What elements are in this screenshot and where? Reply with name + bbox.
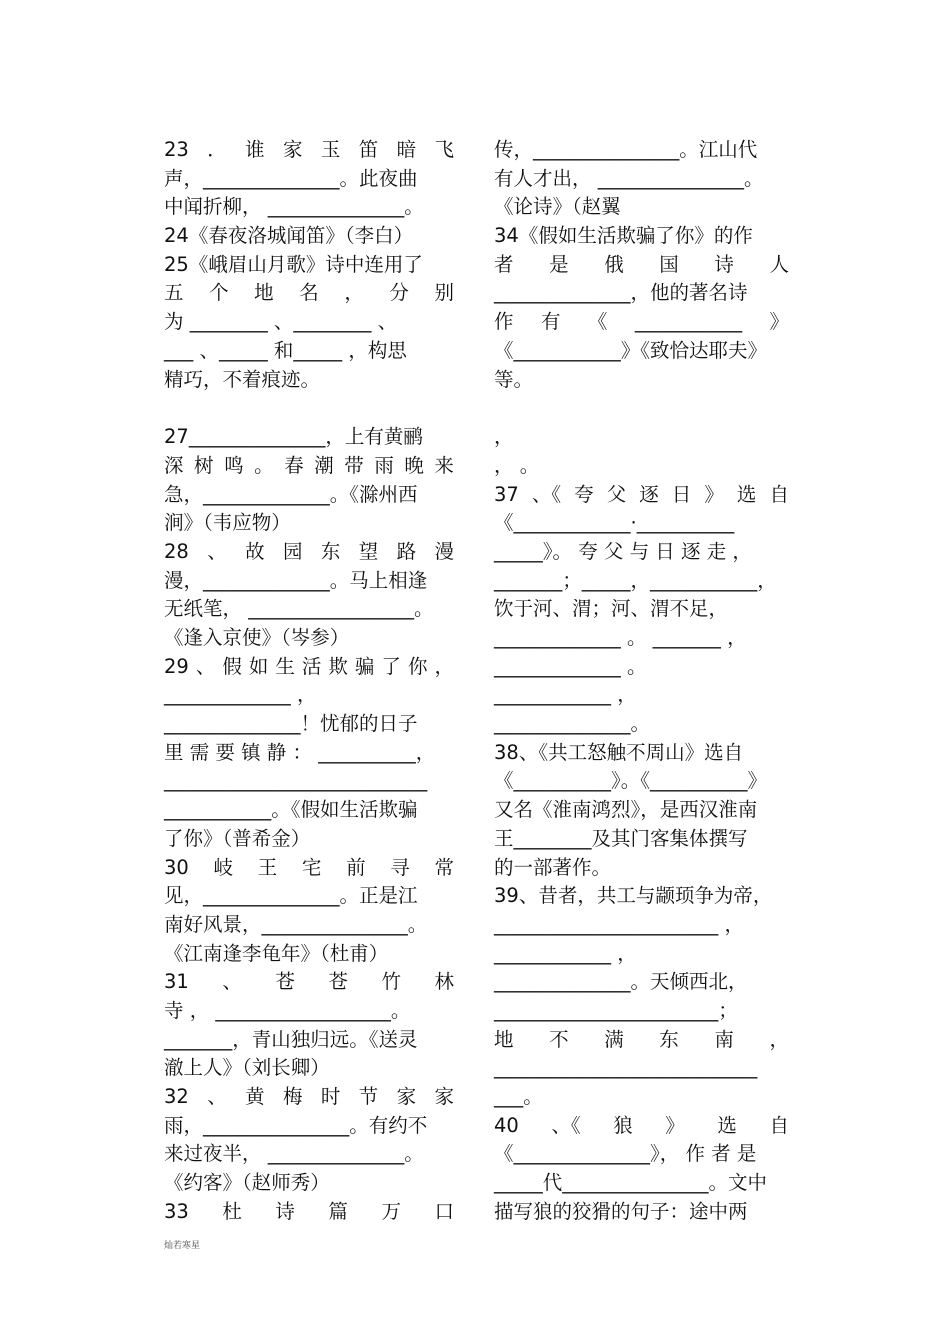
- text-line: ， 。: [494, 453, 540, 477]
- text-line: 《江南逢李龟年》（杜甫）: [164, 941, 389, 965]
- text-line: 38、《共工怒触不周山》选自: [494, 740, 744, 764]
- text-line: 《____________·__________: [494, 511, 735, 535]
- text-line: 见，______________。正是江: [164, 884, 418, 908]
- text-line: 中闻折柳， ______________。: [164, 195, 424, 219]
- text-line: 24《春夜洛城闻笛》（李白）: [164, 224, 414, 248]
- text-line: _____________ 。 _______ ，: [494, 626, 747, 649]
- left-column: [164, 136, 454, 1226]
- text-line: _____________ ，: [164, 683, 317, 707]
- text-line: 者 是 俄 国 诗 人: [494, 252, 789, 276]
- text-line: 27______________，上有黄鹂: [164, 425, 423, 449]
- text-line: 23 ． 谁 家 玉 笛 暗 飞: [164, 138, 454, 161]
- text-line: 地 不 满 东 南 ，: [494, 1027, 789, 1051]
- text-line: 《约客》（赵师秀）: [164, 1171, 330, 1195]
- text-line: 精巧，不着痕迹。: [164, 367, 321, 391]
- text-line: 《逢入京使》（岑参）: [164, 626, 350, 649]
- text-line: ___。: [494, 1085, 543, 1108]
- text-line: 39、昔者，共工与颛顼争为帝，: [494, 884, 773, 908]
- text-line: 王________及其门客集体撰写: [494, 826, 748, 850]
- text-line: 28 、 故 园 东 望 路 漫: [164, 539, 454, 563]
- text-line: 有人才出， _______________。: [494, 166, 764, 190]
- text-line: 作 有 《 ___________ 》: [494, 310, 789, 334]
- text-line: 《______________》， 作 者 是: [494, 1142, 757, 1166]
- text-line: 37 、《 夸 父 逐 日 》 选 自: [494, 482, 789, 506]
- text-line: 为 ________ 、________ 、: [164, 310, 398, 334]
- text-line: ______________，他的著名诗: [494, 281, 748, 305]
- text-line: 饮于河、渭；河、渭不足，: [494, 597, 729, 621]
- text-line: 寺 ， __________________。: [164, 998, 411, 1022]
- text-line: 等。: [494, 367, 534, 391]
- text-line: _____________ 。: [494, 654, 647, 678]
- text-line: 描写狼的狡猾的句子：途中两: [494, 1199, 748, 1223]
- text-line: 29 、 假 如 生 活 欺 骗 了 你 ，: [164, 654, 454, 678]
- text-line: 雨，_______________。有约不: [164, 1113, 428, 1137]
- text-line: 里 需 要 镇 静 ： __________，: [164, 740, 436, 764]
- text-line: 《__________》。《__________》: [494, 769, 768, 793]
- text-line: _____》。 夸 父 与 日 逐 走 ，: [494, 539, 752, 563]
- text-line: ___________。《假如生活欺骗: [164, 798, 418, 822]
- text-line: ______________。: [494, 712, 651, 736]
- text-line: ___________________________: [494, 1056, 758, 1080]
- text-line: 澈上人》（刘长卿）: [164, 1056, 330, 1080]
- text-line: 32 、 黄 梅 时 节 家 家: [164, 1085, 454, 1108]
- text-line: 来过夜半， ______________。: [164, 1142, 424, 1166]
- text-line: 《___________》《致恰达耶夫》: [494, 338, 768, 362]
- text-line: 33 杜 诗 篇 万 口: [164, 1199, 454, 1223]
- text-line: 传，_______________。江山代: [494, 138, 758, 161]
- text-line: 又名《淮南鸿烈》，是西汉淮南: [494, 798, 758, 822]
- text-line: _______；_____，___________，: [494, 568, 777, 592]
- text-line: 31 、 苍 苍 竹 林: [164, 970, 454, 994]
- text-line: _______，青山独归远。《送灵: [164, 1027, 418, 1051]
- page-footer: 灿若寒星: [164, 1241, 201, 1251]
- text-line: ，: [494, 425, 514, 449]
- text-line: 五 个 地 名 ， 分 别: [164, 281, 454, 305]
- text-line: 25《峨眉山月歌》诗中连用了: [164, 252, 423, 276]
- text-line: 涧》（韦应物）: [164, 511, 291, 535]
- text-line: 深 树 鸣 。 春 潮 带 雨 晚 来: [164, 453, 454, 477]
- text-line: ____________ ，: [494, 941, 637, 965]
- text-line: 声，______________。此夜曲: [164, 166, 418, 190]
- text-line: 无纸笔， _________________。: [164, 597, 434, 621]
- right-column: [494, 136, 789, 1226]
- text-line: 《论诗》（赵翼: [494, 195, 621, 219]
- text-line: _______________________ ，: [494, 912, 744, 936]
- text-line: _______________________；: [494, 998, 738, 1022]
- text-line: 了你》（普希金）: [164, 826, 311, 850]
- text-line: ___________________________: [164, 769, 428, 793]
- text-line: 南好风景，_______________。: [164, 912, 428, 936]
- text-line: 漫，_____________。马上相逢: [164, 568, 428, 592]
- text-line: ______________！忧郁的日子: [164, 712, 418, 736]
- text-line: 34《假如生活欺骗了你》的作: [494, 224, 753, 248]
- text-line: ______________。天倾西北，: [494, 970, 748, 994]
- text-line: 40 、《 狼 》 选 自: [494, 1113, 789, 1137]
- text-line: ___ 、_____ 和_____ ，构思: [164, 338, 407, 362]
- text-line: 的一部著作。: [494, 855, 612, 879]
- text-line: ____________ ，: [494, 683, 637, 707]
- text-line: 急，_____________。《滁州西: [164, 482, 418, 506]
- text-line: 30 岐 王 宅 前 寻 常: [164, 855, 454, 879]
- text-line: _____代_______________。文中: [494, 1171, 768, 1195]
